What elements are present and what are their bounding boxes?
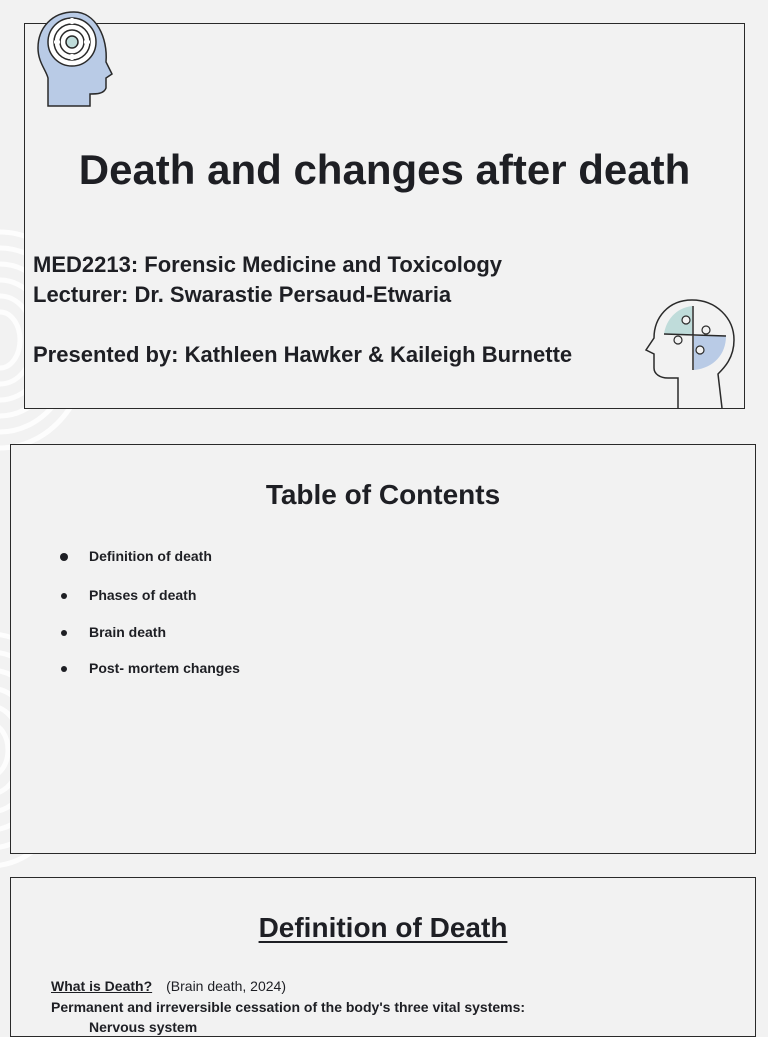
bullet-icon xyxy=(60,553,68,561)
presenters-line: Presented by: Kathleen Hawker & Kaileigh Burnette xyxy=(33,342,573,367)
question-line xyxy=(51,978,286,994)
presentation-title: Death and changes after death xyxy=(78,146,691,193)
definition-slide xyxy=(10,877,756,1037)
sub-list-item: Nervous system xyxy=(89,1019,198,1035)
lecturer-line: Lecturer: Dr. Swarastie Persaud-Etwaria xyxy=(33,282,452,307)
question-label: What is Death? xyxy=(51,978,153,994)
title-slide xyxy=(24,23,745,409)
bullet-icon xyxy=(61,666,67,672)
bullet-icon xyxy=(61,593,67,599)
toc-item: Brain death xyxy=(61,624,166,640)
definition-title: Definition of Death xyxy=(258,912,508,943)
toc-item: Phases of death xyxy=(61,587,196,603)
toc-title: Table of Contents xyxy=(265,479,501,510)
head-maze-icon xyxy=(34,8,116,108)
definition-text: Permanent and irreversible cessation of the body's three vital systems: xyxy=(51,999,526,1015)
course-line: MED2213: Forensic Medicine and Toxicology xyxy=(33,252,503,277)
toc-item: Definition of death xyxy=(61,548,212,564)
table-of-contents-slide xyxy=(10,444,756,854)
toc-item: Post- mortem changes xyxy=(61,660,240,676)
head-puzzle-icon xyxy=(642,296,742,412)
bullet-icon xyxy=(61,630,67,636)
citation: (Brain death, 2024) xyxy=(166,978,286,994)
